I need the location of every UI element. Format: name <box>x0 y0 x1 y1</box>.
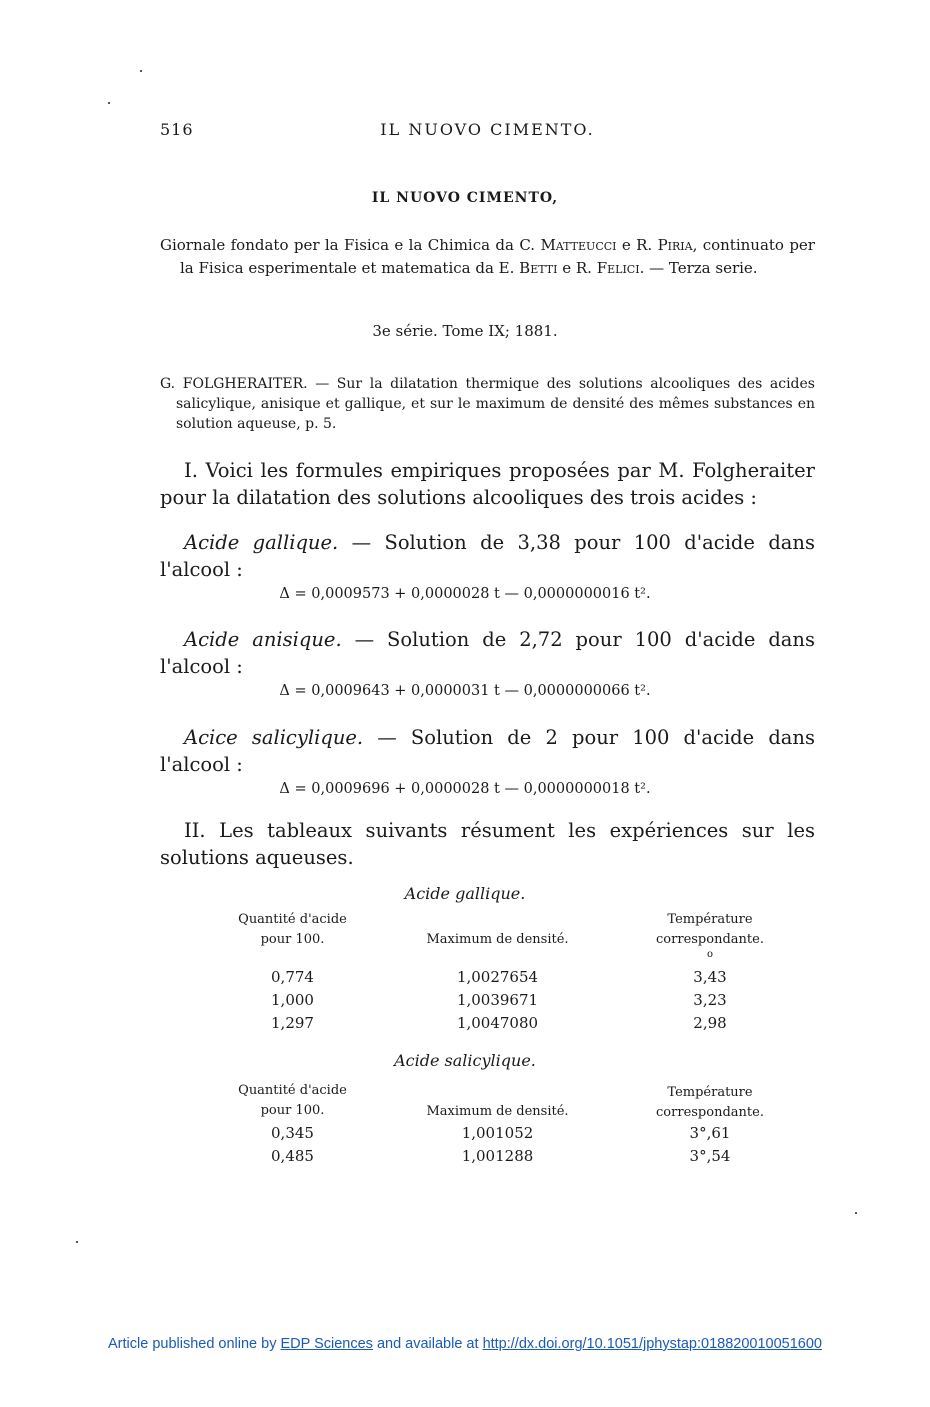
header-line: correspondante. <box>656 1105 764 1120</box>
speck <box>76 1241 78 1243</box>
speck <box>108 102 110 104</box>
table1-header-quantity <box>210 910 375 950</box>
acid-name: Acice salicylique. <box>184 726 364 749</box>
table-cell: 3,43 <box>693 968 727 986</box>
table1-caption: Acide gallique. <box>404 884 526 903</box>
doi-link[interactable]: http://dx.doi.org/10.1051/jphystap:018820010051600 <box>482 1336 822 1352</box>
running-title: IL NUOVO CIMENTO. <box>380 120 595 139</box>
paragraph-text: — Solution de 3,38 pour 100 d'acide dans l'alcool : <box>160 531 815 581</box>
table-cell: 1,000 <box>271 991 314 1009</box>
desc-text: , continuato per la Fisica esperimentale et matematica da E. <box>180 236 815 277</box>
formula-salicylique: Δ = 0,0009696 + 0,0000028 t — 0,0000000018 t². <box>279 781 651 797</box>
table-cell: 0,774 <box>271 968 314 986</box>
reference-entry <box>160 374 815 434</box>
journal-description <box>160 234 815 280</box>
series-line: 3e série. Tome IX; 1881. <box>372 322 558 340</box>
edp-sciences-link[interactable]: EDP Sciences <box>280 1336 373 1352</box>
reference-text: G. FOLGHERAITER. — Sur la dilatation thermique des solutions alcooliques des acides salicylique, anisique et gallique, et sur le maximum de densité des mêmes substances en solution aqueuse, p. 5. <box>160 376 815 432</box>
table-cell: 0,485 <box>271 1147 314 1165</box>
desc-text: . — Terza serie. <box>639 259 758 277</box>
table-cell: 3°,54 <box>689 1147 731 1165</box>
paragraph-text: — Solution de 2,72 pour 100 d'acide dans l'alcool : <box>160 628 815 678</box>
page-number: 516 <box>160 120 194 139</box>
table2-caption: Acide salicylique. <box>394 1051 536 1070</box>
footer-text: Article published online by <box>108 1336 281 1352</box>
table-cell: 3,23 <box>693 991 727 1009</box>
running-head <box>160 120 815 142</box>
table-cell: 1,0039671 <box>456 991 539 1009</box>
footer-notice <box>0 1336 930 1352</box>
paragraph-1 <box>160 457 815 511</box>
header-line: Température <box>667 1085 753 1100</box>
paragraph-text: — Solution de 2 pour 100 d'acide dans l'alcool : <box>160 726 816 776</box>
table-cell: 1,297 <box>271 1014 314 1032</box>
header-line: pour 100. <box>260 1103 325 1118</box>
header-line: Température <box>667 912 753 927</box>
author-name: Betti <box>519 259 558 277</box>
table-cell: 0,345 <box>271 1124 314 1142</box>
footer-text: and available at <box>372 1336 483 1352</box>
table-cell: 2,98 <box>693 1014 727 1032</box>
paragraph-text: I. Voici les formules empiriques proposées par M. Folgheraiter pour la dilatation des solutions alcooliques des trois acides : <box>160 459 815 509</box>
header-line: pour 100. <box>260 932 325 947</box>
author-name: Piria <box>657 236 693 254</box>
formula-gallique: Δ = 0,0009573 + 0,0000028 t — 0,0000000016 t². <box>279 586 651 602</box>
desc-text: Giornale fondato per la Fisica e la Chimica da C. <box>160 236 541 254</box>
acid-name: Acide gallique. <box>184 531 339 554</box>
header-line: Quantité d'acide <box>238 912 347 927</box>
desc-text: e R. <box>616 236 658 254</box>
author-name: Felici <box>596 259 640 277</box>
header-line: correspondante. <box>656 932 764 947</box>
speck <box>855 1212 857 1214</box>
table1-header-maximum: Maximum de densité. <box>426 932 569 947</box>
desc-text: e R. <box>557 259 597 277</box>
degree-mark: o <box>706 949 714 960</box>
table1-header-temperature <box>620 910 800 960</box>
acide-anisique-paragraph <box>160 626 815 680</box>
acide-gallique-paragraph <box>160 529 815 583</box>
header-line: Quantité d'acide <box>238 1083 347 1098</box>
table2-header-temperature <box>620 1083 800 1123</box>
table-cell: 1,001288 <box>461 1147 534 1165</box>
speck <box>140 70 142 72</box>
table-cell: 1,0047080 <box>456 1014 539 1032</box>
author-name: Matteucci <box>540 236 617 254</box>
journal-title: IL NUOVO CIMENTO, <box>371 190 559 206</box>
paragraph-text: II. Les tableaux suivants résument les expériences sur les solutions aqueuses. <box>160 819 815 869</box>
table-cell: 1,001052 <box>461 1124 534 1142</box>
table2-header-maximum: Maximum de densité. <box>426 1104 569 1119</box>
formula-anisique: Δ = 0,0009643 + 0,0000031 t — 0,0000000066 t². <box>279 683 651 699</box>
table2-header-quantity <box>210 1081 375 1121</box>
table-cell: 1,0027654 <box>456 968 539 986</box>
acid-name: Acide anisique. <box>184 628 342 651</box>
acide-salicylique-paragraph <box>160 724 815 778</box>
table-cell: 3°,61 <box>689 1124 731 1142</box>
paragraph-2 <box>160 817 815 871</box>
